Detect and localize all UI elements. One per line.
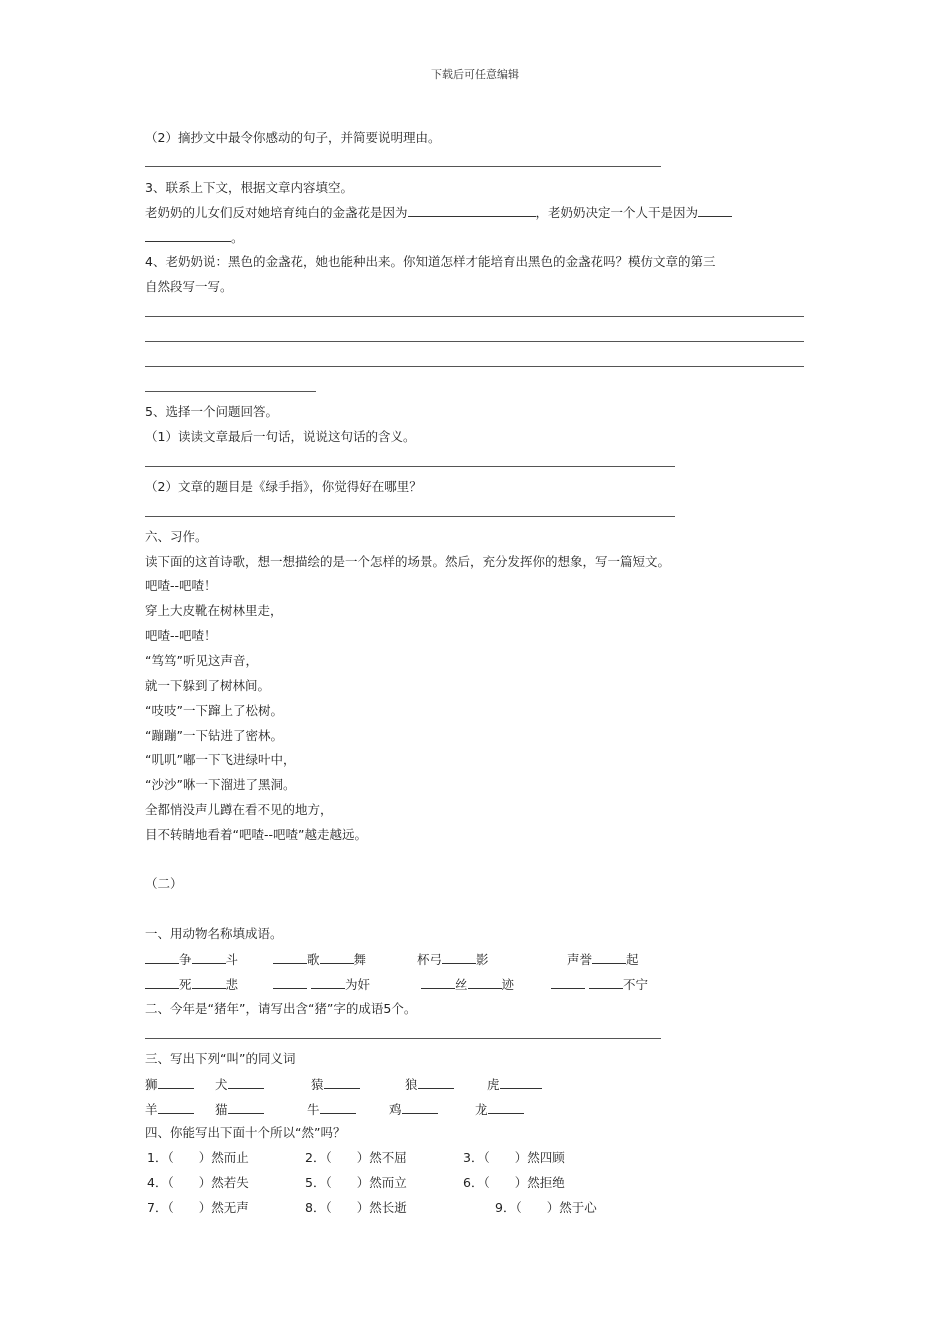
fill-blank bbox=[500, 1076, 542, 1089]
animal-label: 狮 bbox=[145, 1077, 158, 1092]
question-4-line1: 4、老奶奶说：黑色的金盏花，她也能种出来。你知道怎样才能培育出黑色的金盏花吗？模仿文章的第三 bbox=[145, 254, 716, 269]
fill-blank bbox=[145, 976, 179, 989]
fill-blank bbox=[551, 976, 585, 989]
ran-item: 3．（ ）然四顾 bbox=[463, 1150, 565, 1165]
question-5-sub1: （1）读读文章最后一句话，说说这句话的含义。 bbox=[145, 429, 416, 444]
idiom-char: 斗 bbox=[225, 952, 239, 967]
fill-blank bbox=[589, 976, 623, 989]
animal-label: 羊 bbox=[145, 1102, 158, 1117]
poem-line: “吱吱”一下蹿上了松树。 bbox=[145, 703, 283, 718]
poem-line: 吧喳--吧喳！ bbox=[145, 578, 217, 593]
fill-blank bbox=[192, 951, 226, 964]
answer-line bbox=[145, 466, 675, 467]
synonym-row-2 bbox=[145, 1101, 565, 1117]
poem-line: “蹦蹦”一下钻进了密林。 bbox=[145, 728, 283, 743]
fill-blank bbox=[402, 1101, 438, 1114]
answer-line bbox=[145, 1038, 661, 1039]
fill-blank bbox=[145, 229, 231, 242]
ran-item: 7．（ ）然无声 bbox=[147, 1200, 249, 1215]
ran-item: 1．（ ）然而止 bbox=[147, 1150, 249, 1165]
question-5-title: 5、选择一个问题回答。 bbox=[145, 404, 278, 419]
fill-blank bbox=[592, 951, 626, 964]
fill-blank bbox=[273, 951, 307, 964]
idiom-char: 丝 bbox=[455, 977, 468, 992]
fill-blank bbox=[320, 951, 354, 964]
question-3-fill-cont bbox=[145, 229, 244, 246]
fill-blank bbox=[228, 1101, 264, 1114]
animal-label: 狼 bbox=[405, 1077, 418, 1092]
idiom-char: 争 bbox=[179, 952, 192, 967]
fill-blank bbox=[192, 976, 226, 989]
synonym-row-1 bbox=[145, 1076, 565, 1092]
answer-line bbox=[145, 366, 804, 367]
section-6-title: 六、习作。 bbox=[145, 529, 208, 544]
fill-blank bbox=[158, 1101, 194, 1114]
fill-blank bbox=[488, 1101, 524, 1114]
ran-row-3 bbox=[145, 1200, 625, 1216]
idiom-char: 声誉 bbox=[567, 952, 593, 967]
question-2-2: （2）摘抄文中最令你感动的句子，并简要说明理由。 bbox=[145, 130, 441, 145]
question-3-text-b: ，老奶奶决定一个人干是因为 bbox=[535, 205, 699, 220]
idiom-char: 死 bbox=[179, 977, 192, 992]
part-2-s3-title: 三、写出下列“叫”的同义词 bbox=[145, 1051, 296, 1066]
question-4-line2: 自然段写一写。 bbox=[145, 279, 233, 294]
fill-blank bbox=[468, 976, 502, 989]
answer-line bbox=[145, 516, 675, 517]
poem-line: 穿上大皮靴在树林里走， bbox=[145, 603, 283, 618]
fill-blank bbox=[311, 976, 345, 989]
question-3-text-a: 老奶奶的儿女们反对她培育纯白的金盏花是因为 bbox=[145, 205, 408, 220]
fill-blank bbox=[273, 976, 307, 989]
fill-blank bbox=[158, 1076, 194, 1089]
answer-line bbox=[145, 391, 316, 392]
question-3-fill bbox=[145, 204, 732, 221]
ran-item: 2．（ ）然不屈 bbox=[305, 1150, 407, 1165]
idiom-char: 悲 bbox=[225, 977, 239, 992]
poem-line: 吧喳--吧喳！ bbox=[145, 628, 217, 643]
ran-row-2 bbox=[145, 1175, 625, 1191]
fill-blank bbox=[421, 976, 455, 989]
idiom-row-1 bbox=[145, 951, 665, 967]
poem-line: 目不转睛地看着“吧喳--吧喳”越走越远。 bbox=[145, 827, 367, 842]
animal-label: 猫 bbox=[215, 1102, 228, 1117]
animal-label: 鸡 bbox=[389, 1102, 402, 1117]
idiom-char: 杯弓 bbox=[417, 952, 443, 967]
poem-line: 全都悄没声儿蹲在看不见的地方， bbox=[145, 802, 333, 817]
fill-blank bbox=[324, 1076, 360, 1089]
idiom-char: 迹 bbox=[501, 977, 515, 992]
ran-item: 9．（ ）然于心 bbox=[495, 1200, 597, 1215]
idiom-char: 舞 bbox=[353, 952, 367, 967]
question-5-sub2: （2）文章的题目是《绿手指》，你觉得好在哪里？ bbox=[145, 479, 422, 494]
part-2-s1-title: 一、用动物名称填成语。 bbox=[145, 926, 283, 941]
fill-blank bbox=[698, 204, 732, 217]
answer-line bbox=[145, 341, 804, 342]
idiom-char: 不宁 bbox=[622, 977, 648, 992]
idiom-row-2 bbox=[145, 976, 665, 992]
idiom-char: 起 bbox=[626, 952, 639, 967]
part-2-s2-title: 二、今年是“猪年”，请写出含“猪”字的成语5个。 bbox=[145, 1001, 417, 1016]
fill-blank bbox=[442, 951, 476, 964]
fill-blank bbox=[418, 1076, 454, 1089]
part-2-title: （二） bbox=[145, 876, 183, 891]
question-3-end: 。 bbox=[231, 230, 244, 245]
idiom-char: 影 bbox=[476, 952, 489, 967]
animal-label: 虎 bbox=[487, 1077, 500, 1092]
idiom-char: 为奸 bbox=[344, 977, 370, 992]
section-6-intro: 读下面的这首诗歌，想一想描绘的是一个怎样的场景。然后，充分发挥你的想象，写一篇短文。 bbox=[145, 554, 671, 569]
poem-line: “笃笃”听见这声音， bbox=[145, 653, 258, 668]
question-3-title: 3、联系上下文，根据文章内容填空。 bbox=[145, 180, 353, 195]
ran-item: 4．（ ）然若失 bbox=[147, 1175, 249, 1190]
ran-item: 8．（ ）然长逝 bbox=[305, 1200, 407, 1215]
idiom-char: 歌 bbox=[307, 952, 320, 967]
poem-line: “沙沙”咻一下溜进了黑洞。 bbox=[145, 777, 296, 792]
ran-item: 5．（ ）然而立 bbox=[305, 1175, 407, 1190]
fill-blank bbox=[228, 1076, 264, 1089]
fill-blank bbox=[145, 951, 179, 964]
page-header: 下载后可任意编辑 bbox=[431, 68, 519, 81]
animal-label: 龙 bbox=[475, 1102, 488, 1117]
part-2-s4-title: 四、你能写出下面十个所以“然”吗？ bbox=[145, 1125, 346, 1140]
poem-line: 就一下躲到了树林间。 bbox=[145, 678, 271, 693]
ran-row-1 bbox=[145, 1150, 625, 1166]
ran-item: 6．（ ）然拒绝 bbox=[463, 1175, 565, 1190]
animal-label: 猿 bbox=[311, 1077, 324, 1092]
animal-label: 犬 bbox=[215, 1077, 228, 1092]
fill-blank bbox=[320, 1101, 356, 1114]
answer-line bbox=[145, 316, 804, 317]
fill-blank bbox=[408, 204, 536, 217]
animal-label: 牛 bbox=[307, 1102, 320, 1117]
answer-line bbox=[145, 166, 661, 167]
poem-line: “叽叽”嘟一下飞进绿叶中， bbox=[145, 752, 296, 767]
